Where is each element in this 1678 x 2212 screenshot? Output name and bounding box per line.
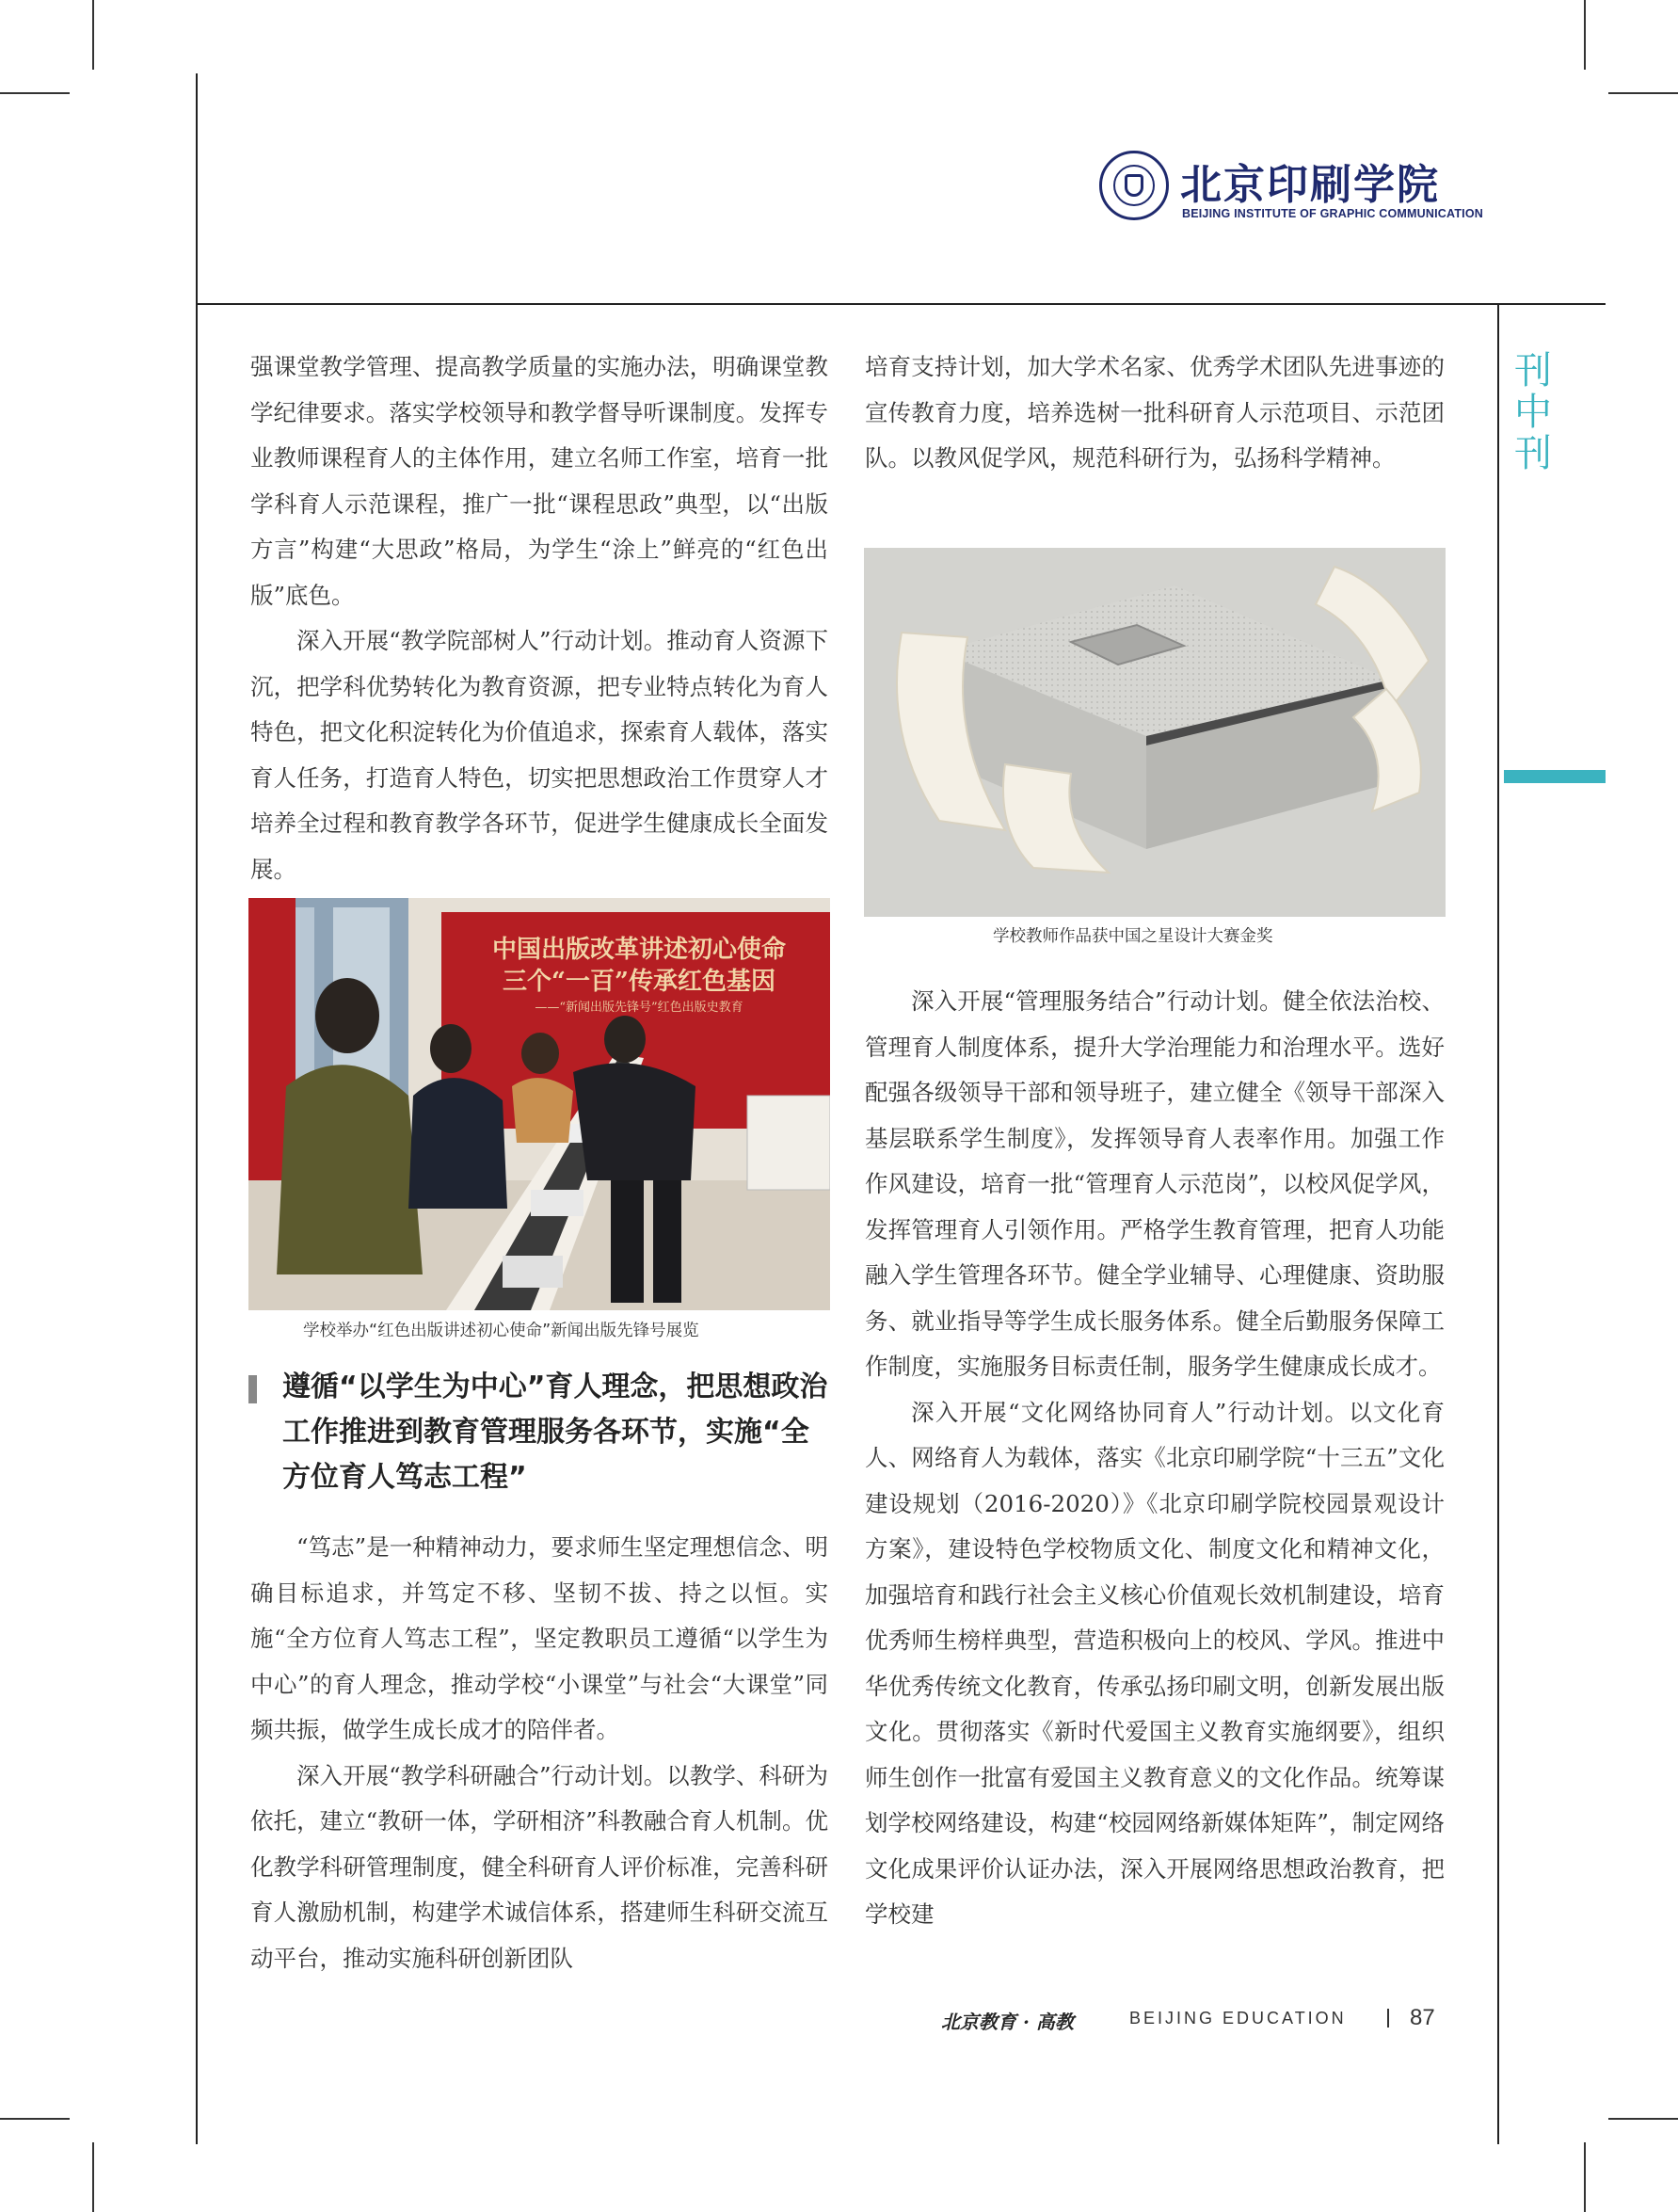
right-column-bottom xyxy=(865,979,1445,1938)
book-sculpture-illustration xyxy=(864,548,1446,917)
exhibition-photo-caption: 学校举办“红色出版讲述初心使命”新闻出版先锋号展览 xyxy=(303,1322,699,1340)
footer-publication-en: BEIJING EDUCATION xyxy=(1129,2009,1347,2028)
right-column-top xyxy=(865,345,1445,482)
frame-top-rule xyxy=(196,303,1606,305)
award-book-photo-caption: 学校教师作品获中国之星设计大赛金奖 xyxy=(993,927,1273,946)
frame-left-rule xyxy=(196,73,198,2144)
crop-mark xyxy=(92,2142,94,2212)
body-paragraph: 培育支持计划，加大学术名家、优秀学术团队先进事迹的宣传教育力度，培养选树一批科研育人示范项目、示范团队。以教风促学风，规范科研行为，弘扬科学精神。 xyxy=(865,353,1445,472)
crop-mark xyxy=(1608,92,1678,94)
left-column-bottom xyxy=(250,1525,828,1981)
seal-core-mark xyxy=(1125,174,1143,197)
banner-line-3: ——“新闻出版先锋号”红色出版史教育 xyxy=(535,1001,743,1015)
side-accent-bar xyxy=(1504,770,1606,783)
banner-line-2: 三个“一百”传承红色基因 xyxy=(503,968,775,996)
body-paragraph: 深入开展“管理服务结合”行动计划。健全依法治校、管理育人制度体系，提升大学治理能力和治理水平。选好配强各级领导干部和领导班子，建立健全《领导干部深入基层联系学生制度》，发挥领导育人表率作用。加强工作作风建设，培育一批“管理育人示范岗”，以校风促学风，发挥管理育人引领作用。严格学生教育管理，把育人功能融入学生管理各环节。健全学业辅导、心理健康、资助服务、就业指导等学生成长服务体系。健全后勤服务保障工作制度，实施服务目标责任制，服务学生健康成长成才。 xyxy=(865,987,1445,1380)
crop-mark xyxy=(1584,2142,1586,2212)
university-logo xyxy=(1099,151,1483,226)
banner-text xyxy=(451,934,827,1018)
body-paragraph: 深入开展“教学院部树人”行动计划。推动育人资源下沉，把学科优势转化为教育资源，把专业特点转化为育人特色，把文化积淀转化为价值追求，探索育人载体，落实育人任务，打造育人特色，切实把思想政治工作贯穿人才培养全过程和教育教学各环节，促进学生健康成长全面发展。 xyxy=(250,627,828,883)
footer-separator xyxy=(1387,2009,1389,2028)
body-paragraph: 深入开展“文化网络协同育人”行动计划。以文化育人、网络育人为载体，落实《北京印刷学院“十三五”文化建设规划（2016-2020）》《北京印刷学院校园景观设计方案》，建设特色学校物质文化、制度文化和精神文化，加强培育和践行社会主义核心价值观长效机制建设，培育优秀师生榜样典型，营造积极向上的校风、学风。推进中华优秀传统文化教育，传承弘扬印刷文明，创新发展出版文化。贯彻落实《新时代爱国主义教育实施纲要》，组织师生创作一批富有爱国主义教育意义的文化作品。统筹谋划学校网络建设，构建“校园网络新媒体矩阵”，制定网络文化成果评价认证办法，深入开展网络思想政治教育，把学校建 xyxy=(865,1398,1445,1928)
left-column-top xyxy=(250,345,828,892)
body-paragraph: “笃志”是一种精神动力，要求师生坚定理想信念、明确目标追求，并笃定不移、坚韧不拔、持之以恒。实施“全方位育人笃志工程”，坚定教职员工遵循“以学生为中心”的育人理念，推动学校“小课堂”与社会“大课堂”同频共振，做学生成长成才的陪伴者。 xyxy=(250,1533,828,1743)
logo-chinese-name: 北京印刷学院 xyxy=(1180,161,1440,209)
crop-mark xyxy=(0,2118,70,2120)
body-paragraph: 深入开展“教学科研融合”行动计划。以教学、科研为依托，建立“教研一体，学研相济”科教融合育人机制。优化教学科研管理制度，健全科研育人评价标准，完善科研育人激励机制，构建学术诚信体系，搭建师生科研交流互动平台，推动实施科研创新团队 xyxy=(250,1761,828,1972)
crop-mark xyxy=(0,92,70,94)
crop-mark xyxy=(1584,0,1586,70)
section-heading xyxy=(248,1365,832,1500)
crop-mark xyxy=(92,0,94,70)
page-footer xyxy=(941,2005,1449,2033)
section-heading-text: 遵循“以学生为中心”育人理念，把思想政治工作推进到教育管理服务各环节，实施“全方位育人笃志工程” xyxy=(282,1370,828,1494)
crop-mark xyxy=(1608,2118,1678,2120)
banner-line-1: 中国出版改革讲述初心使命 xyxy=(491,936,786,964)
exhibition-photo xyxy=(248,898,830,1310)
body-paragraph: 强课堂教学管理、提高教学质量的实施办法，明确课堂教学纪律要求。落实学校领导和教学督导听课制度。发挥专业教师课程育人的主体作用，建立名师工作室，培育一批学科育人示范课程，推广一批“课程思政”典型，以“出版方言”构建“大思政”格局，为学生“涂上”鲜亮的“红色出版”底色。 xyxy=(250,353,828,609)
logo-english-name: BEIJING INSTITUTE OF GRAPHIC COMMUNICATION xyxy=(1182,207,1483,220)
footer-publication: 北京教育 · 高教 xyxy=(941,2011,1074,2033)
page-number: 87 xyxy=(1410,2005,1435,2030)
side-label: 刊中刊 xyxy=(1514,349,1552,475)
award-book-photo xyxy=(864,548,1446,917)
university-seal-icon xyxy=(1099,151,1169,220)
frame-right-rule xyxy=(1497,303,1499,2144)
